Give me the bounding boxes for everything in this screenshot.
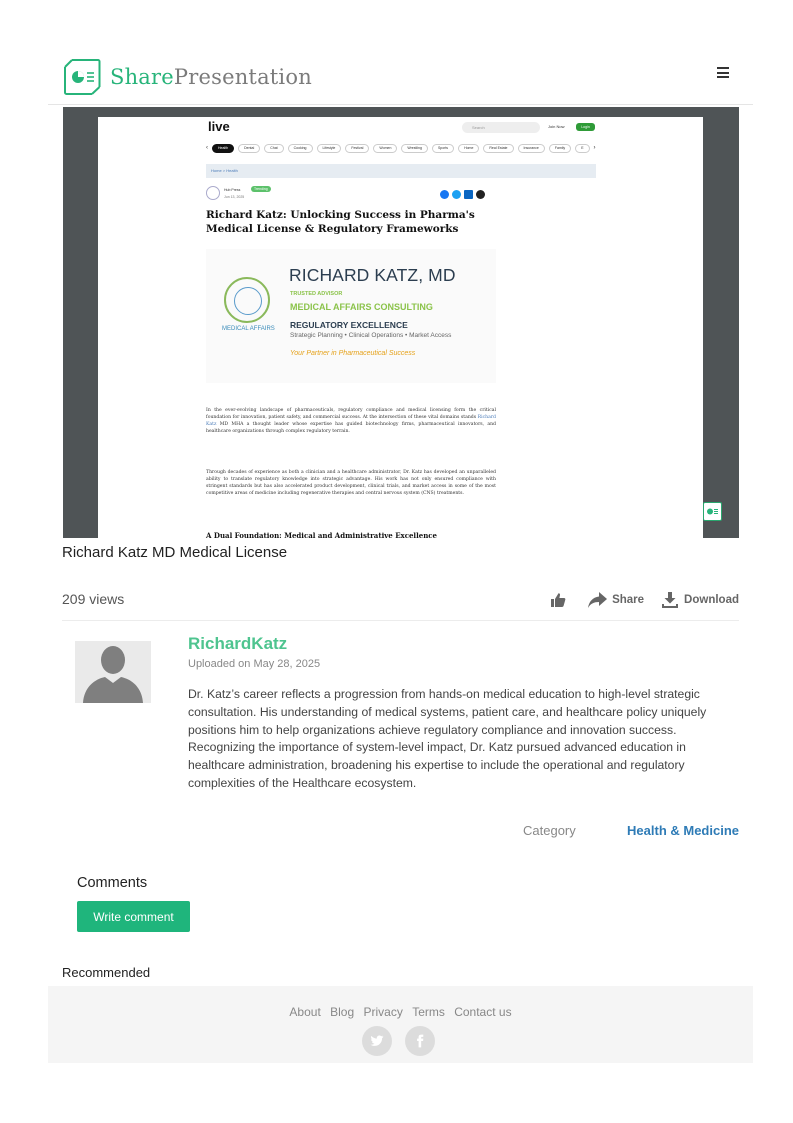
article-nav-pill: Cooking — [288, 144, 313, 153]
article-share-icons — [440, 190, 485, 199]
banner-trusted: TRUSTED ADVISOR — [290, 291, 343, 297]
article-nav-pill: Health — [212, 144, 234, 153]
divider — [62, 620, 739, 621]
document-description: Dr. Katz’s career reflects a progression from hands-on medical education to high-level strategic consultation. His understanding of medical systems, patient care, and healthcare policy uniquely positions him to help organizations achieve regulatory compliance and innovation success. Recognizing the importance of system-level impact, Dr. Katz pursued advanced education in healthcare administration, broadening his expertise to include the operational and regulatory complexities of the Healthcare ecosystem. — [188, 687, 707, 790]
article-text: MD MHA a thought leader whose expertise has guided biotechnology firms, pharmaceutical innovators, and healthcare organizations through complex regulatory terrain. — [206, 422, 496, 435]
article-author-avatar — [206, 186, 220, 200]
thumbs-up-icon — [550, 592, 566, 608]
logo-wordmark — [110, 65, 312, 89]
article-subheading: A Dual Foundation: Medical and Administrative Excellence — [206, 531, 437, 538]
share-button[interactable] — [588, 592, 644, 608]
avatar[interactable] — [75, 641, 151, 703]
like-button[interactable] — [550, 592, 566, 608]
share-arrow-icon — [588, 592, 607, 608]
footer-link-privacy[interactable]: Privacy — [363, 1005, 403, 1019]
footer-link-contact[interactable]: Contact us — [454, 1005, 512, 1019]
article-text: In the ever-evolving landscape of pharmaceuticals, regulatory compliance and medical licensing form the critical foundation for innovation, patient safety, and commercial success. At the intersection of these vital domains stands — [206, 408, 496, 421]
document-actions — [550, 592, 739, 608]
article-nav-pill: Dental — [238, 144, 260, 153]
article-author-name: Hub Press — [224, 188, 241, 192]
article-breadcrumb: Home > Health — [206, 164, 596, 178]
article-nav — [206, 143, 596, 153]
medical-affairs-emblem-icon — [224, 277, 270, 323]
article-author-tag: Trending — [251, 186, 271, 192]
article-nav-pill: Women — [373, 144, 397, 153]
article-search-box: Search — [462, 122, 540, 133]
article-nav-pill: Chat — [264, 144, 283, 153]
linkedin-icon — [464, 190, 473, 199]
banner-regulatory: REGULATORY EXCELLENCE — [290, 320, 408, 330]
document-title: Richard Katz MD Medical License — [62, 544, 288, 561]
twitter-icon — [452, 190, 461, 199]
article-nav-pill: Home — [458, 144, 479, 153]
twitter-button[interactable] — [362, 1026, 392, 1056]
article-paragraph: Through decades of experience as both a clinician and a healthcare administrator, Dr. Katz has developed an unparalleled ability to translate regulatory knowledge into strategic advantage. His work has not only ensured compliance with stringent standards but has also accelerated product development, clinical trials, and market access in some of the most competitive areas of medicine including regenerative therapies and central nervous system (CNS) treatments. — [206, 470, 496, 497]
twitter-icon — [370, 1034, 384, 1048]
facebook-icon — [440, 190, 449, 199]
article-nav-pill: Family — [549, 144, 571, 153]
recommended-heading: Recommended — [62, 965, 151, 980]
footer-link-blog[interactable]: Blog — [330, 1005, 355, 1019]
logo-share-text: Share — [110, 65, 174, 89]
article-site-logo: live — [208, 119, 230, 134]
footer-link-terms[interactable]: Terms — [412, 1005, 445, 1019]
upload-date: Uploaded on May 28, 2025 — [188, 658, 321, 670]
download-button[interactable] — [662, 592, 739, 608]
banner-name: RICHARD KATZ, MD — [289, 265, 456, 285]
article-date: Jun 13, 2025 — [224, 195, 245, 199]
article-nav-pill: Lifestyle — [317, 144, 342, 153]
site-footer — [48, 986, 753, 1063]
site-logo[interactable] — [62, 57, 312, 97]
article-paragraph — [206, 407, 496, 435]
hamburger-menu-icon[interactable] — [717, 67, 729, 78]
article-nav-prev-icon: ‹ — [206, 145, 208, 151]
article-nav-pill: Wrestling — [401, 144, 428, 153]
document-page — [98, 117, 703, 538]
category-label: Category — [523, 823, 576, 838]
article-nav-next-icon: › — [593, 145, 596, 151]
article-nav-pill: Real Estate — [483, 144, 513, 153]
footer-link-about[interactable]: About — [289, 1005, 321, 1019]
article-nav-pill: E — [575, 144, 589, 153]
document-preview[interactable] — [63, 107, 739, 538]
article-title: Richard Katz: Unlocking Success in Pharma's Medical License & Regulatory Frameworks — [206, 209, 475, 235]
uploader-name-link[interactable]: RichardKatz — [188, 634, 288, 653]
presentation-badge-icon — [703, 502, 722, 521]
logo-presentation-text: Presentation — [173, 65, 312, 89]
page — [48, 40, 753, 1019]
facebook-icon — [413, 1034, 427, 1048]
banner-services: Strategic Planning • Clinical Operations • Market Access — [290, 332, 452, 339]
footer-links — [48, 1005, 753, 1019]
view-count: 209 views — [62, 591, 125, 607]
article-nav-pill: Festival — [345, 144, 369, 153]
article-nav-pill: Insurance — [518, 144, 545, 153]
site-header — [48, 40, 753, 105]
user-silhouette-icon — [75, 641, 151, 703]
facebook-button[interactable] — [405, 1026, 435, 1056]
download-icon — [662, 592, 678, 608]
banner-partner: Your Partner in Pharmaceutical Success — [290, 350, 416, 357]
article-login-button: Login — [576, 123, 595, 131]
category-link[interactable]: Health & Medicine — [627, 823, 739, 838]
banner-consulting: MEDICAL AFFAIRS CONSULTING — [290, 302, 433, 312]
presentation-logo-icon — [62, 57, 102, 97]
link-icon — [476, 190, 485, 199]
article-link: Richard Katz — [206, 415, 496, 428]
article-nav-pill: Sports — [432, 144, 454, 153]
article-author-row — [206, 185, 596, 201]
comments-heading: Comments — [77, 875, 148, 891]
share-label: Share — [612, 594, 645, 606]
banner-emblem-label: MEDICAL AFFAIRS — [222, 326, 275, 332]
download-label: Download — [684, 594, 739, 606]
write-comment-button[interactable]: Write comment — [77, 901, 190, 932]
article-join-link: Join Now — [548, 124, 565, 129]
article-banner — [206, 249, 496, 383]
